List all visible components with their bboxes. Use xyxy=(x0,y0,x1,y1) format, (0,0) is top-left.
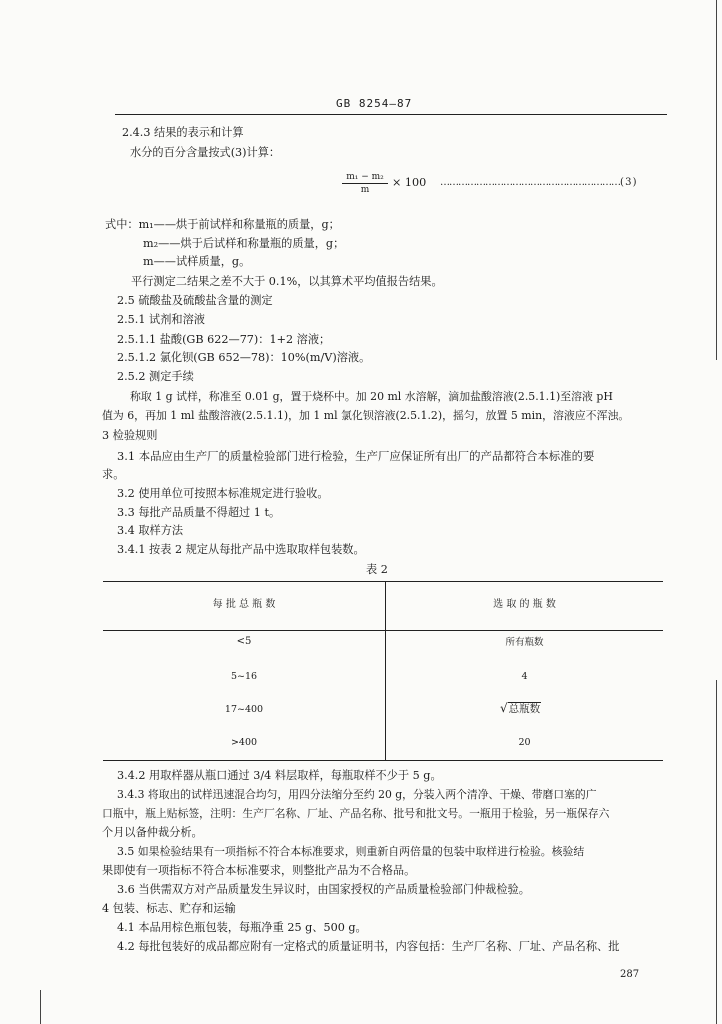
section-3-5-line-1: 3.5 如果检验结果有一项指标不符合本标准要求，则重新自两倍量的包装中取样进行检验。核验结 xyxy=(117,845,585,858)
section-3-5-line-2: 果即使有一项指标不符合本标准要求，则整批产品为不合格品。 xyxy=(102,864,416,877)
table-2-caption: 表 2 xyxy=(366,563,388,576)
table-top-rule xyxy=(103,581,663,582)
scan-edge-line xyxy=(716,0,717,360)
section-3-4-1: 3.4.1 按表 2 规定从每批产品中选取取样包装数。 xyxy=(117,543,365,556)
section-3-3: 3.3 每批产品质量不得超过 1 t。 xyxy=(117,506,281,519)
section-2-5-1-title: 2.5.1 试剂和溶液 xyxy=(117,313,205,326)
standard-number: GB 8254—87 xyxy=(336,97,413,110)
section-3-1-line-1: 3.1 本品应由生产厂的质量检验部门进行检验，生产厂应保证所有出厂的产品都符合本标准的要 xyxy=(117,449,595,463)
section-3-4-2: 3.4.2 用取样器从瓶口通过 3/4 料层取样，每瓶取样不少于 5 g。 xyxy=(117,769,442,782)
section-3-4-3-line-1: 3.4.3 将取出的试样迅速混合均匀，用四分法缩分至约 20 g，分装入两个清净、干燥、带磨口塞的广 xyxy=(117,788,597,801)
procedure-line-2: 值为 6，再加 1 ml 盐酸溶液(2.5.1.1)，加 1 ml 氯化钡溶液(2.5.1.2)，摇匀，放置 5 min，溶液应不浑浊。 xyxy=(102,409,630,422)
scan-edge-line xyxy=(40,990,41,1024)
table-header-rule xyxy=(103,630,663,631)
formula-numerator: m₁ − m₂ xyxy=(346,172,384,182)
parallel-determination: 平行测定二结果之差不大于 0.1%，以其算术平均值报告结果。 xyxy=(131,275,443,288)
section-2-5-1-1: 2.5.1.1 盐酸(GB 622—77)：1+2 溶液； xyxy=(117,333,331,346)
section-2-5-title: 2.5 硫酸盐及硫酸盐含量的测定 xyxy=(117,294,273,307)
section-4-title: 4 包装、标志、贮存和运输 xyxy=(102,902,236,915)
header-rule xyxy=(115,114,667,115)
sqrt-radicand: 总瓶数 xyxy=(508,703,541,715)
where-line-m: m——试样质量，g。 xyxy=(143,255,251,268)
section-3-4-title: 3.4 取样方法 xyxy=(117,524,184,537)
formula-intro: 水分的百分含量按式(3)计算： xyxy=(130,146,281,159)
section-3-4-3-line-2: 口瓶中，瓶上贴标签，注明：生产厂名称、厂址、产品名称、批号和批文号。一瓶用于检验，另一瓶保存六 xyxy=(102,807,610,820)
table-cell-total: <5 xyxy=(236,636,252,647)
section-4-1: 4.1 本品用棕色瓶包装，每瓶净重 25 g、500 g。 xyxy=(117,921,367,934)
page-number: 287 xyxy=(620,969,640,980)
section-3-1-line-2: 求。 xyxy=(102,468,125,481)
procedure-line-1: 称取 1 g 试样，称准至 0.01 g，置于烧杯中。加 20 ml 水溶解，滴加盐酸溶液(2.5.1.1)至溶液 pH xyxy=(130,390,613,403)
table-cell-selected-sqrt: √总瓶数 xyxy=(500,701,541,715)
table-cell-total: 17~400 xyxy=(224,704,264,715)
section-4-2: 4.2 每批包装好的成品都应附有一定格式的质量证明书，内容包括：生产厂名称、厂址、产品名称、批 xyxy=(117,940,620,953)
table-cell-selected: 20 xyxy=(518,737,531,748)
table-bottom-rule xyxy=(103,760,663,761)
section-2-4-3-title: 2.4.3 结果的表示和计算 xyxy=(122,126,244,139)
formula-multiplier: × 100 xyxy=(392,176,427,189)
section-3-2: 3.2 使用单位可按照本标准规定进行验收。 xyxy=(117,487,329,500)
table-header-total-bottles: 每 批 总 瓶 数 xyxy=(212,599,276,610)
section-2-5-1-2: 2.5.1.2 氯化钡(GB 652—78)：10%(m/V)溶液。 xyxy=(117,351,371,364)
formula-denominator: m xyxy=(360,185,370,195)
table-cell-total: >400 xyxy=(230,737,258,748)
table-cell-total: 5~16 xyxy=(230,671,258,682)
where-line-m2: m₂——烘于后试样和称量瓶的质量，g； xyxy=(143,237,345,250)
section-3-4-3-line-3: 个月以备仲裁分析。 xyxy=(102,826,203,839)
section-3-title: 3 检验规则 xyxy=(102,429,158,442)
formula-equation-number: ……………………………………………………( 3 ) xyxy=(440,177,636,188)
table-cell-selected: 4 xyxy=(521,671,528,682)
table-header-selected-bottles: 选 取 的 瓶 数 xyxy=(493,599,556,610)
table-cell-selected: 所有瓶数 xyxy=(505,637,544,648)
formula-fraction-bar xyxy=(342,183,388,184)
section-3-6: 3.6 当供需双方对产品质量发生异议时，由国家授权的产品质量检验部门仲裁检验。 xyxy=(117,883,530,896)
scan-edge-line xyxy=(716,680,717,1024)
section-2-5-2-title: 2.5.2 测定手续 xyxy=(117,370,194,383)
where-line-m1: 式中：m₁——烘于前试样和称量瓶的质量，g； xyxy=(105,218,340,231)
